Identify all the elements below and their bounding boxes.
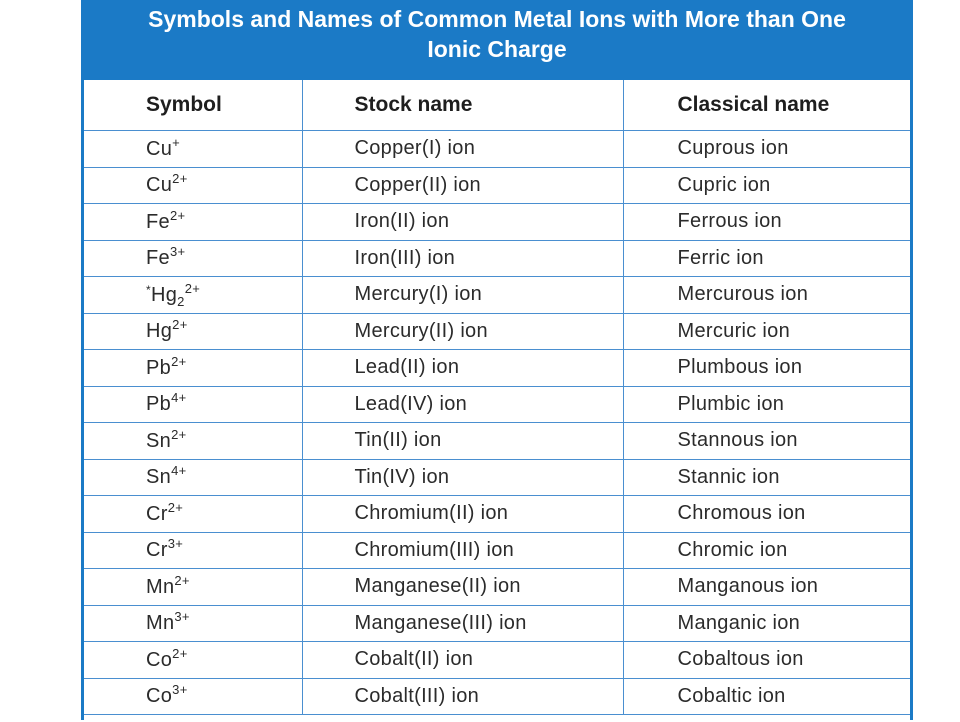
metal-ions-table	[84, 80, 910, 715]
table-header-row	[84, 80, 910, 131]
ion-symbol-cell	[84, 131, 302, 168]
table-container	[84, 78, 910, 722]
element-symbol: Cr	[146, 502, 168, 525]
ion-symbol-cell	[84, 642, 302, 679]
table-row	[84, 569, 910, 606]
table-row	[84, 277, 910, 314]
table-title-line-2: Ionic Charge	[427, 36, 567, 62]
ion-charge: 3+	[169, 244, 186, 260]
classical-name-cell: Manganic ion	[623, 605, 910, 642]
stock-name-cell: Manganese(III) ion	[302, 605, 623, 642]
column-header-classical-name: Classical name	[623, 80, 910, 131]
table-row	[84, 131, 910, 168]
element-symbol: Mn	[146, 575, 175, 598]
classical-name-cell: Plumbous ion	[623, 350, 910, 387]
ion-symbol-cell	[84, 496, 302, 533]
classical-name-cell: Cupric ion	[623, 167, 910, 204]
ion-charge: 2+	[172, 317, 188, 333]
classical-name-cell: Stannic ion	[623, 459, 910, 496]
table-row	[84, 459, 910, 496]
element-symbol: Cu	[146, 137, 173, 160]
column-header-symbol: Symbol	[84, 80, 302, 131]
classical-name-cell: Cobaltic ion	[623, 678, 910, 715]
stock-name-cell: Cobalt(II) ion	[302, 642, 623, 679]
classical-name-cell: Ferric ion	[623, 240, 910, 277]
classical-name-cell: Chromic ion	[623, 532, 910, 569]
table-row	[84, 642, 910, 679]
ion-symbol-cell	[84, 167, 302, 204]
classical-name-cell: Cuprous ion	[623, 131, 910, 168]
ion-charge: 2+	[172, 171, 188, 187]
table-row	[84, 496, 910, 533]
symbol-subscript: 2	[177, 293, 185, 309]
table-row	[84, 240, 910, 277]
ion-charge: 2+	[174, 572, 190, 588]
ion-charge: +	[172, 134, 181, 150]
element-symbol: Hg	[150, 283, 178, 306]
table-body	[84, 131, 910, 715]
stock-name-cell: Chromium(III) ion	[302, 532, 623, 569]
table-row	[84, 386, 910, 423]
column-header-stock-name: Stock name	[302, 80, 623, 131]
ion-charge: 2+	[167, 499, 184, 515]
table-row	[84, 678, 910, 715]
ion-charge: 3+	[172, 682, 188, 698]
table-row	[84, 350, 910, 387]
ion-charge: 3+	[174, 609, 190, 625]
element-symbol: Fe	[146, 210, 170, 233]
ion-charge: 3+	[167, 536, 184, 552]
ion-charge: 4+	[171, 390, 187, 406]
ion-table-panel	[81, 0, 913, 720]
ion-symbol-cell	[84, 277, 302, 314]
stock-name-cell: Iron(III) ion	[302, 240, 623, 277]
element-symbol: Pb	[146, 393, 172, 416]
ion-symbol-cell	[84, 459, 302, 496]
symbol-note-marker: *	[146, 282, 151, 297]
ion-charge: 4+	[171, 463, 187, 479]
stock-name-cell: Tin(IV) ion	[302, 459, 623, 496]
ion-symbol-cell	[84, 569, 302, 606]
ion-symbol-cell	[84, 532, 302, 569]
element-symbol: Co	[146, 685, 173, 708]
table-title	[81, 4, 913, 64]
stock-name-cell: Copper(II) ion	[302, 167, 623, 204]
stock-name-cell: Cobalt(III) ion	[302, 678, 623, 715]
classical-name-cell: Manganous ion	[623, 569, 910, 606]
ion-charge: 2+	[184, 280, 201, 296]
ion-symbol-cell	[84, 204, 302, 241]
stock-name-cell: Copper(I) ion	[302, 131, 623, 168]
ion-symbol-cell	[84, 678, 302, 715]
ion-symbol-cell	[84, 313, 302, 350]
stock-name-cell: Manganese(II) ion	[302, 569, 623, 606]
ion-charge: 2+	[171, 426, 187, 442]
element-symbol: Cr	[146, 539, 168, 562]
table-row	[84, 204, 910, 241]
table-row	[84, 423, 910, 460]
element-symbol: Mn	[146, 612, 175, 635]
table-row	[84, 313, 910, 350]
element-symbol: Hg	[146, 320, 173, 343]
classical-name-cell: Mercuric ion	[623, 313, 910, 350]
stock-name-cell: Iron(II) ion	[302, 204, 623, 241]
classical-name-cell: Mercurous ion	[623, 277, 910, 314]
element-symbol: Sn	[146, 466, 172, 489]
ion-symbol-cell	[84, 240, 302, 277]
element-symbol: Fe	[146, 247, 170, 270]
element-symbol: Cu	[146, 174, 173, 197]
table-row	[84, 605, 910, 642]
stock-name-cell: Mercury(I) ion	[302, 277, 623, 314]
element-symbol: Co	[146, 648, 173, 671]
table-row	[84, 167, 910, 204]
stock-name-cell: Tin(II) ion	[302, 423, 623, 460]
ion-symbol-cell	[84, 423, 302, 460]
ion-charge: 2+	[172, 645, 188, 661]
classical-name-cell: Chromous ion	[623, 496, 910, 533]
classical-name-cell: Ferrous ion	[623, 204, 910, 241]
ion-charge: 2+	[171, 353, 187, 369]
ion-symbol-cell	[84, 386, 302, 423]
stock-name-cell: Lead(IV) ion	[302, 386, 623, 423]
element-symbol: Sn	[146, 429, 172, 452]
table-row	[84, 532, 910, 569]
stock-name-cell: Mercury(II) ion	[302, 313, 623, 350]
ion-charge: 2+	[169, 207, 186, 223]
table-title-line-1: Symbols and Names of Common Metal Ions with More than One	[148, 6, 846, 32]
element-symbol: Pb	[146, 356, 172, 379]
ion-symbol-cell	[84, 350, 302, 387]
classical-name-cell: Stannous ion	[623, 423, 910, 460]
classical-name-cell: Plumbic ion	[623, 386, 910, 423]
stock-name-cell: Lead(II) ion	[302, 350, 623, 387]
classical-name-cell: Cobaltous ion	[623, 642, 910, 679]
ion-symbol-cell	[84, 605, 302, 642]
stock-name-cell: Chromium(II) ion	[302, 496, 623, 533]
